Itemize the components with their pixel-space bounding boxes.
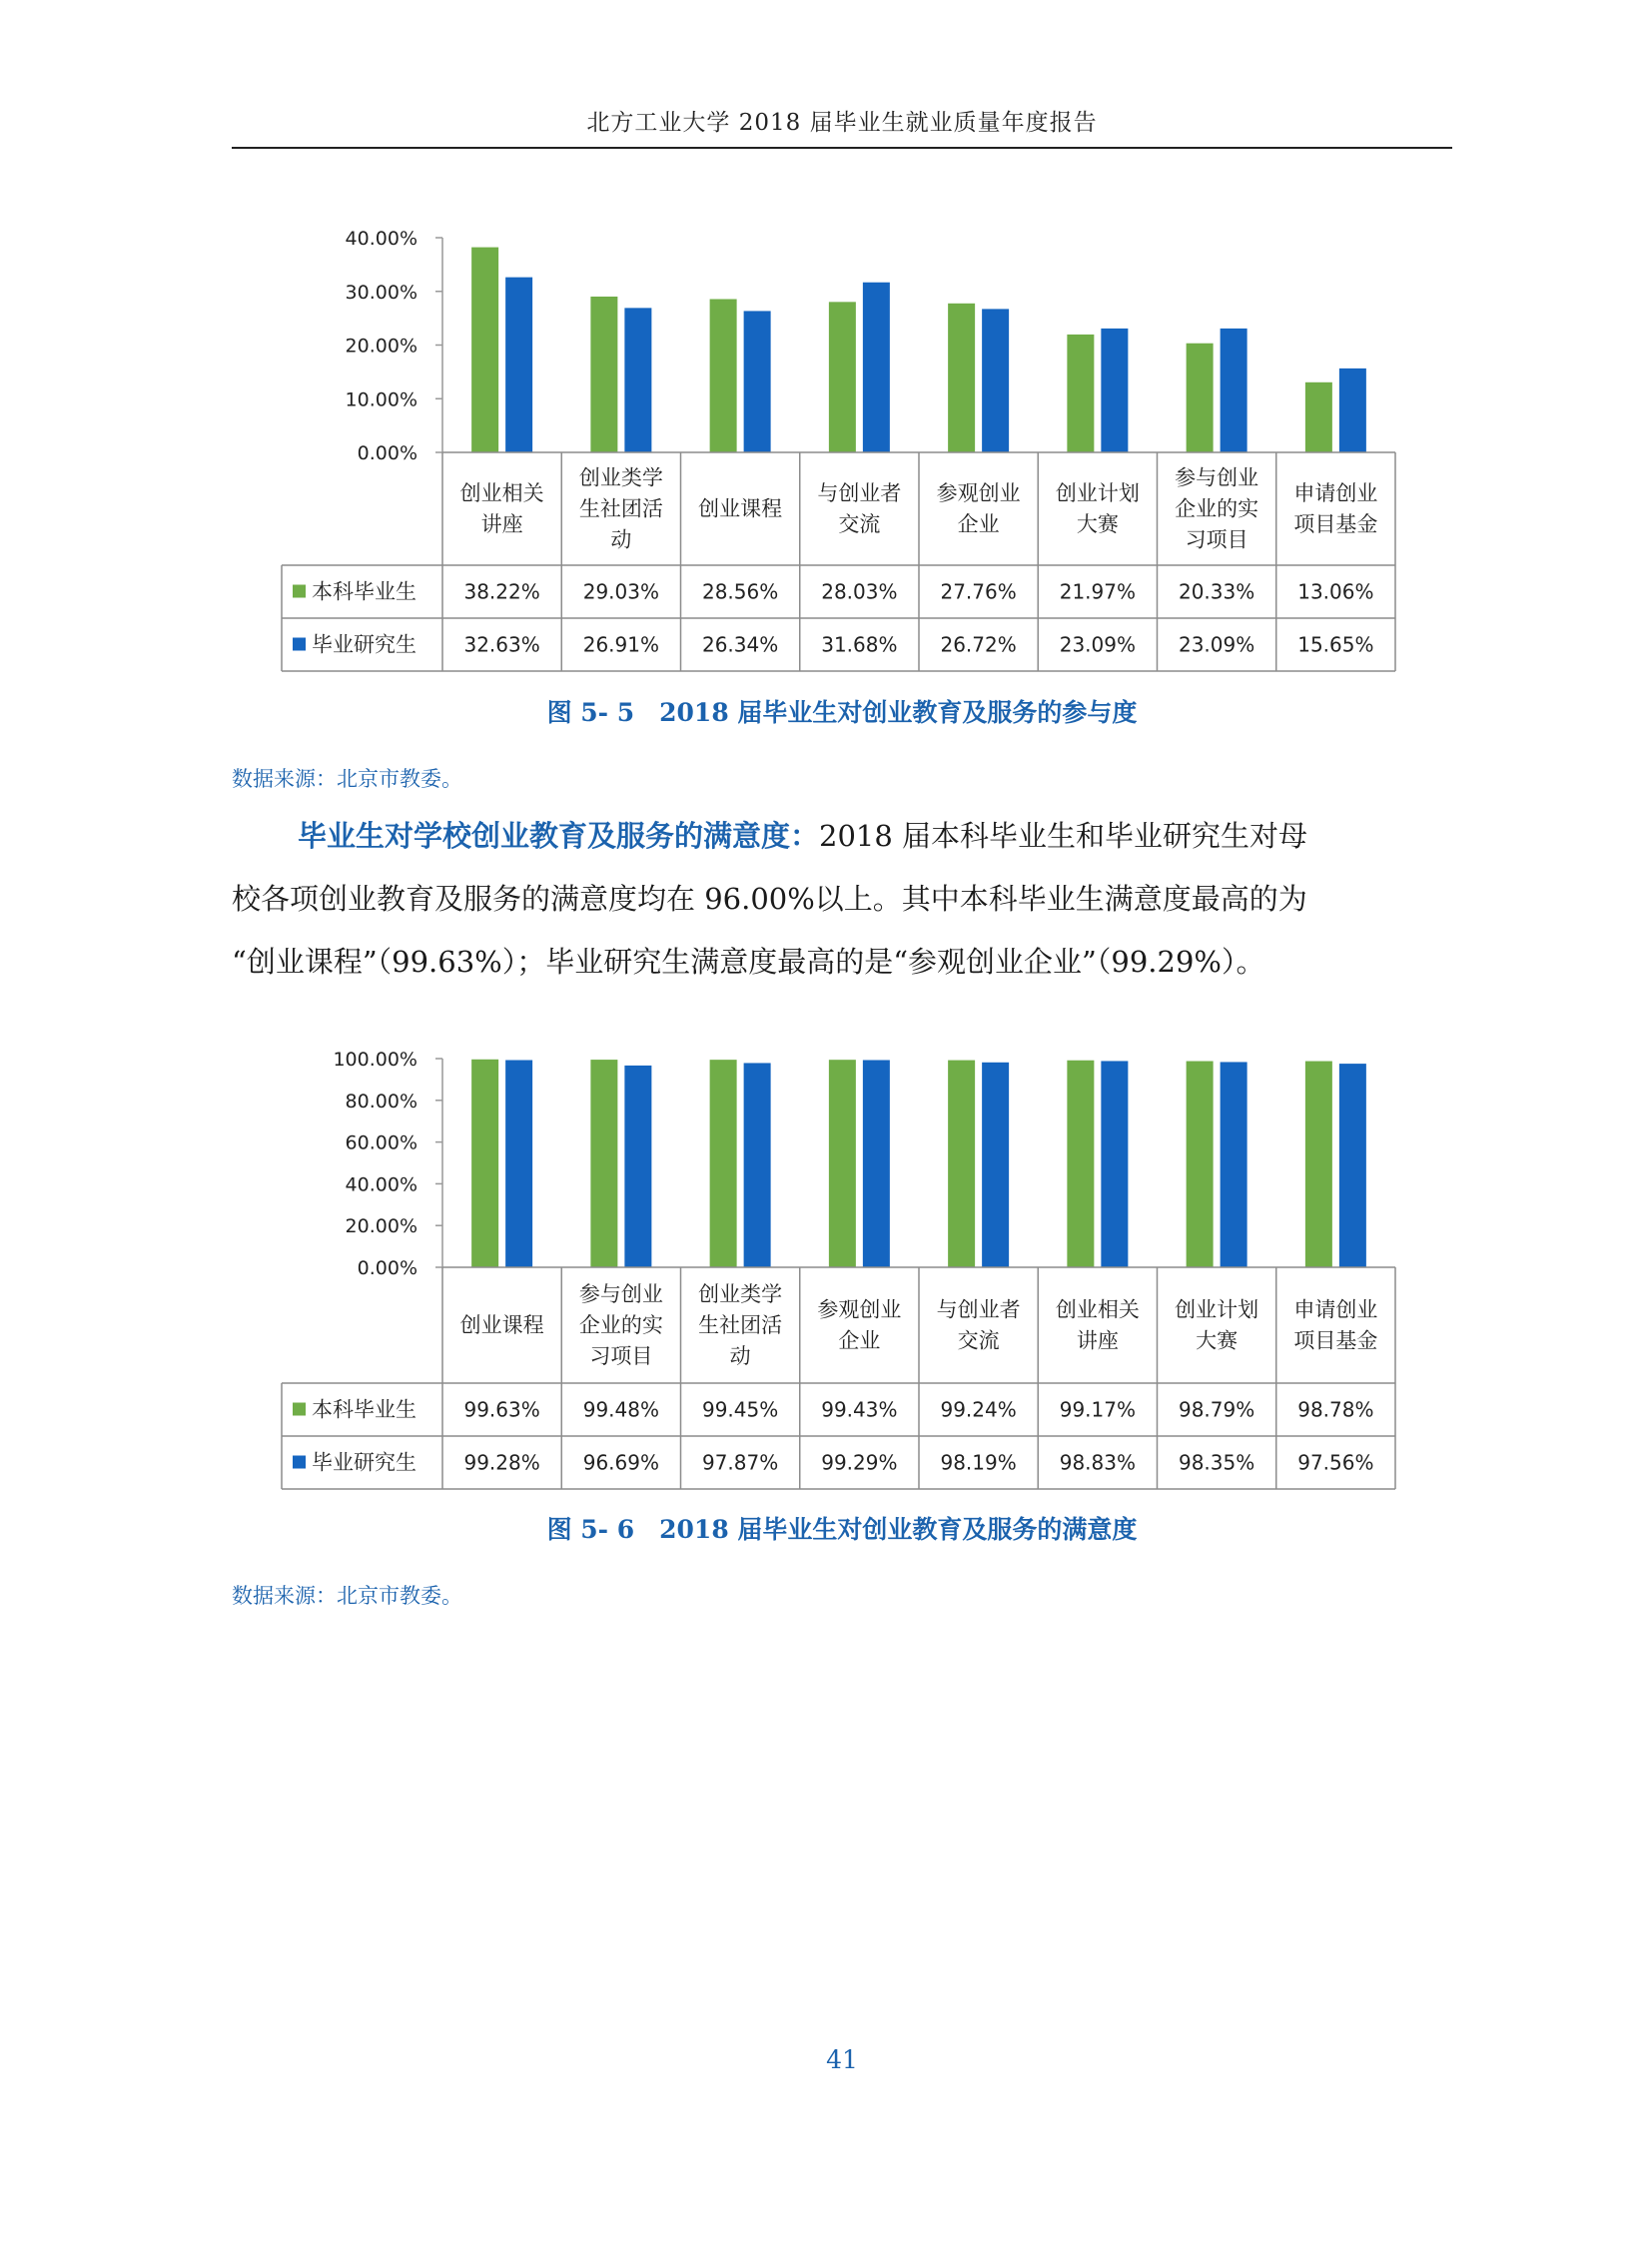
value-cell: 97.87% bbox=[701, 1450, 779, 1475]
y-tick-label: 100.00% bbox=[333, 1049, 417, 1071]
category-label: 创业课程 bbox=[698, 496, 783, 521]
category-label: 与创业者 bbox=[936, 1297, 1021, 1322]
category-label: 创业类学 bbox=[698, 1282, 783, 1306]
category-label: 企业的实 bbox=[578, 1313, 663, 1337]
value-cell: 98.19% bbox=[940, 1450, 1017, 1475]
category-label: 生社团活 bbox=[698, 1313, 783, 1337]
y-tick-label: 0.00% bbox=[357, 442, 417, 464]
value-cell: 23.09% bbox=[1059, 632, 1137, 657]
value-cell: 98.35% bbox=[1178, 1450, 1255, 1475]
value-cell: 26.91% bbox=[582, 632, 660, 657]
paragraph-line-2: 校各项创业教育及服务的满意度均在 96.00%以上。其中本科毕业生满意度最高的为 bbox=[232, 882, 1307, 916]
bar bbox=[505, 1061, 532, 1267]
value-cell: 98.83% bbox=[1059, 1450, 1137, 1475]
value-cell: 26.34% bbox=[701, 632, 779, 657]
figure-caption-5-5: 图 5- 5 2018 届毕业生对创业教育及服务的参与度 bbox=[546, 698, 1138, 727]
value-cell: 20.33% bbox=[1178, 579, 1255, 604]
value-cell: 15.65% bbox=[1297, 632, 1374, 657]
category-label: 申请创业 bbox=[1293, 481, 1378, 505]
bar bbox=[1187, 1062, 1214, 1267]
legend-label: 毕业研究生 bbox=[312, 1450, 416, 1475]
category-label: 交流 bbox=[957, 1328, 1000, 1353]
value-cell: 96.69% bbox=[582, 1450, 660, 1475]
value-cell: 23.09% bbox=[1178, 632, 1255, 657]
legend-swatch bbox=[293, 1456, 306, 1469]
category-label: 习项目 bbox=[1185, 527, 1248, 552]
y-tick-label: 40.00% bbox=[345, 228, 417, 250]
category-label: 参与创业 bbox=[578, 1282, 663, 1306]
category-label: 生社团活 bbox=[578, 496, 663, 521]
value-cell: 99.45% bbox=[701, 1397, 779, 1422]
paragraph-line-3: “创业课程”（99.63%）；毕业研究生满意度最高的是“参观创业企业”（99.29%）。 bbox=[232, 945, 1265, 979]
paragraph-line-1-rest: 2018 届本科毕业生和毕业研究生对母 bbox=[819, 819, 1308, 853]
value-cell: 27.76% bbox=[940, 579, 1017, 604]
page-header: 北方工业大学 2018 届毕业生就业质量年度报告 bbox=[586, 110, 1098, 136]
bar bbox=[624, 1066, 651, 1267]
category-label: 创业计划 bbox=[1175, 1297, 1259, 1322]
value-cell: 99.24% bbox=[940, 1397, 1017, 1422]
category-label: 创业相关 bbox=[459, 481, 544, 505]
value-cell: 99.63% bbox=[463, 1397, 540, 1422]
category-label: 申请创业 bbox=[1293, 1297, 1378, 1322]
value-cell: 99.17% bbox=[1059, 1397, 1137, 1422]
bar bbox=[863, 1060, 890, 1267]
value-cell: 99.29% bbox=[821, 1450, 898, 1475]
value-cell: 32.63% bbox=[463, 632, 540, 657]
bar bbox=[829, 1060, 856, 1267]
value-cell: 38.22% bbox=[463, 579, 540, 604]
bar bbox=[982, 1063, 1009, 1267]
category-label: 创业类学 bbox=[578, 465, 663, 490]
bar bbox=[471, 1060, 498, 1267]
y-tick-label: 20.00% bbox=[345, 335, 417, 358]
y-tick-label: 20.00% bbox=[345, 1215, 417, 1238]
value-cell: 99.43% bbox=[821, 1397, 898, 1422]
data-source-1: 数据来源：北京市教委。 bbox=[232, 767, 462, 791]
bar bbox=[1305, 1062, 1332, 1267]
bar bbox=[1339, 1064, 1366, 1267]
legend-label: 本科毕业生 bbox=[312, 579, 416, 604]
bar bbox=[1221, 1062, 1247, 1267]
y-tick-label: 30.00% bbox=[345, 281, 417, 304]
y-tick-label: 10.00% bbox=[345, 388, 417, 411]
legend-label: 毕业研究生 bbox=[312, 632, 416, 657]
category-label: 创业计划 bbox=[1055, 481, 1140, 505]
y-tick-label: 80.00% bbox=[345, 1090, 417, 1113]
category-label: 参观创业 bbox=[936, 481, 1021, 505]
value-cell: 26.72% bbox=[940, 632, 1017, 657]
value-cell: 13.06% bbox=[1297, 579, 1374, 604]
category-label: 参观创业 bbox=[817, 1297, 902, 1322]
y-tick-label: 60.00% bbox=[345, 1131, 417, 1154]
category-label: 习项目 bbox=[589, 1344, 653, 1368]
data-source-2: 数据来源：北京市教委。 bbox=[232, 1584, 462, 1608]
value-cell: 31.68% bbox=[821, 632, 898, 657]
paragraph-lead: 毕业生对学校创业教育及服务的满意度： bbox=[298, 819, 820, 853]
y-tick-label: 40.00% bbox=[345, 1173, 417, 1196]
category-label: 企业的实 bbox=[1175, 496, 1259, 521]
value-cell: 28.03% bbox=[821, 579, 898, 604]
bar bbox=[590, 1060, 617, 1267]
category-label: 企业 bbox=[957, 512, 1000, 536]
category-label: 创业课程 bbox=[459, 1313, 544, 1337]
category-label: 交流 bbox=[838, 512, 881, 536]
category-label: 讲座 bbox=[1076, 1328, 1119, 1353]
bar bbox=[1101, 1061, 1128, 1267]
value-cell: 21.97% bbox=[1059, 579, 1137, 604]
figure-caption-5-6: 图 5- 6 2018 届毕业生对创业教育及服务的满意度 bbox=[546, 1515, 1138, 1544]
category-label: 创业相关 bbox=[1055, 1297, 1140, 1322]
value-cell: 99.28% bbox=[463, 1450, 540, 1475]
category-label: 动 bbox=[729, 1344, 751, 1368]
value-cell: 28.56% bbox=[701, 579, 779, 604]
value-cell: 98.78% bbox=[1297, 1397, 1374, 1422]
value-cell: 98.79% bbox=[1178, 1397, 1255, 1422]
category-label: 企业 bbox=[838, 1328, 881, 1353]
value-cell: 29.03% bbox=[582, 579, 660, 604]
legend-label: 本科毕业生 bbox=[312, 1397, 416, 1422]
category-label: 动 bbox=[610, 527, 632, 552]
category-label: 大赛 bbox=[1196, 1328, 1239, 1353]
category-label: 项目基金 bbox=[1293, 512, 1378, 536]
value-cell: 97.56% bbox=[1297, 1450, 1374, 1475]
bar bbox=[948, 1061, 975, 1267]
category-label: 讲座 bbox=[480, 512, 523, 536]
category-label: 与创业者 bbox=[817, 481, 902, 505]
bar bbox=[1067, 1061, 1094, 1267]
category-label: 参与创业 bbox=[1175, 465, 1259, 490]
category-label: 项目基金 bbox=[1293, 1328, 1378, 1353]
category-label: 大赛 bbox=[1076, 512, 1119, 536]
legend-swatch bbox=[293, 1403, 306, 1416]
y-tick-label: 0.00% bbox=[357, 1257, 417, 1279]
page-number: 41 bbox=[826, 2045, 858, 2074]
bar bbox=[744, 1063, 771, 1267]
bar bbox=[710, 1060, 737, 1267]
value-cell: 99.48% bbox=[582, 1397, 660, 1422]
